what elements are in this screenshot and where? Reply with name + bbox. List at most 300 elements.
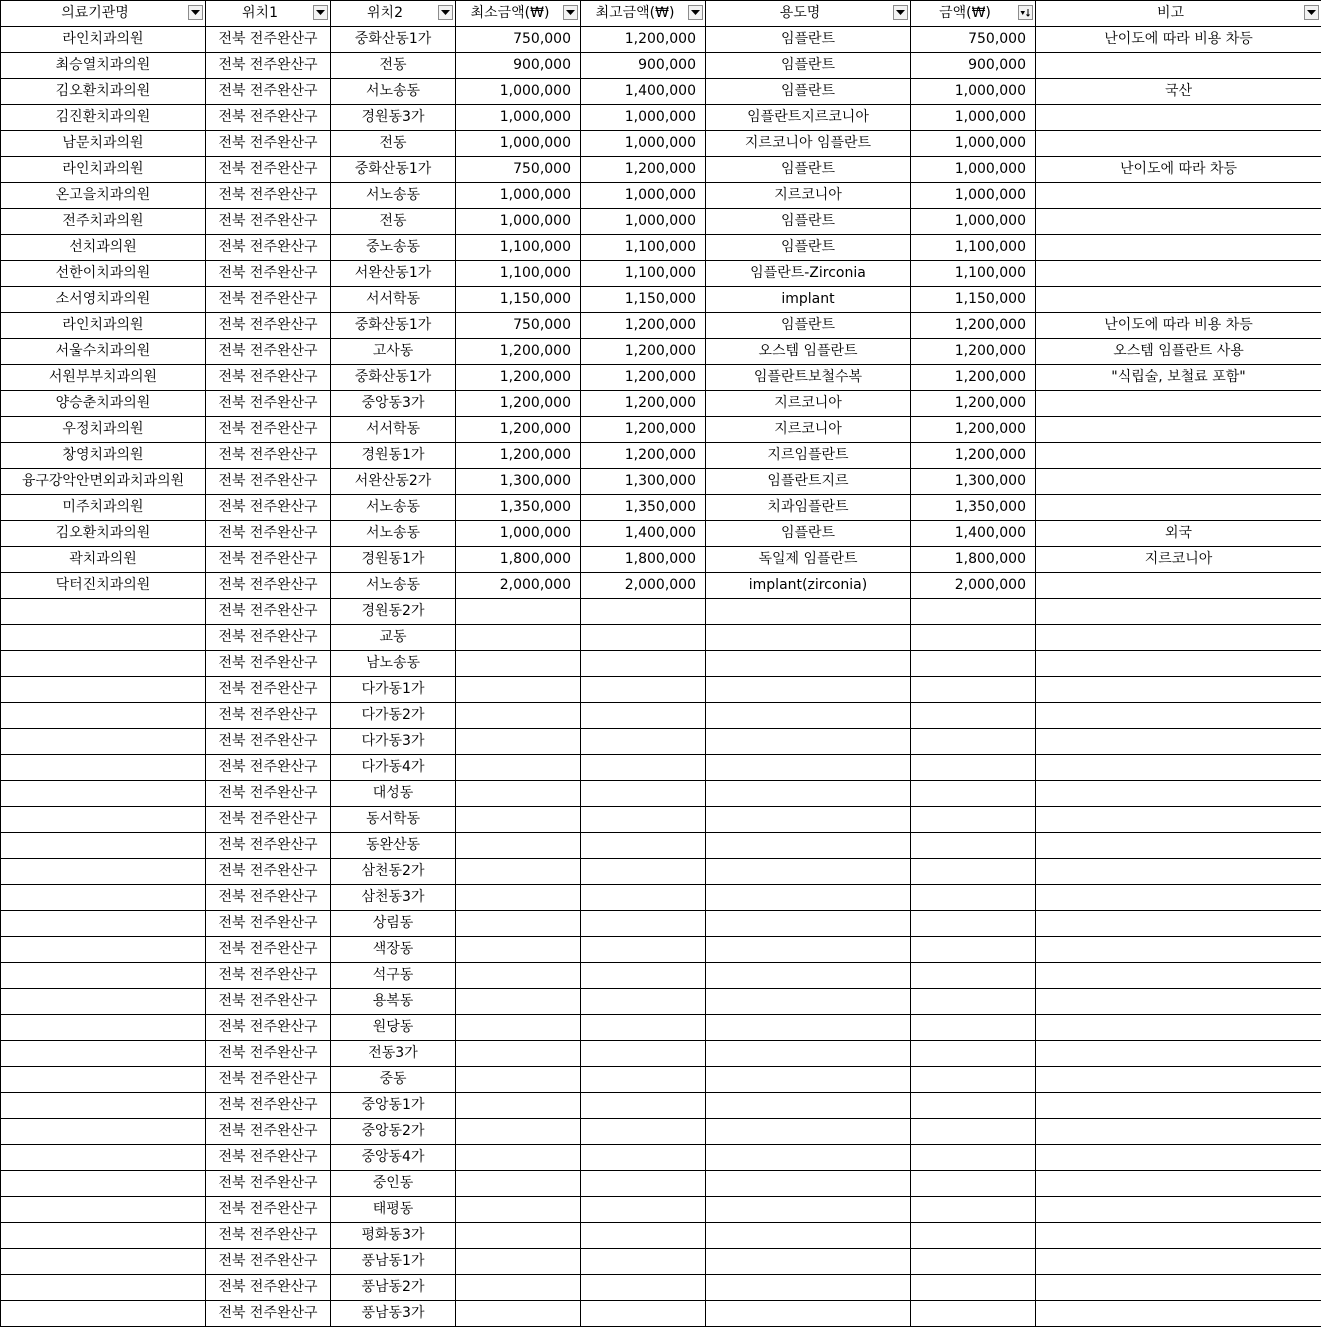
cell-location1[interactable]: 전북 전주완산구	[206, 1171, 331, 1197]
cell-min-amount[interactable]: 1,100,000	[456, 235, 581, 261]
cell-location1[interactable]: 전북 전주완산구	[206, 235, 331, 261]
cell-max-amount[interactable]	[581, 729, 706, 755]
cell-amount[interactable]: 1,300,000	[911, 469, 1036, 495]
cell-hospital-name[interactable]: 소서영치과의원	[1, 287, 206, 313]
cell-note[interactable]	[1036, 1197, 1321, 1223]
cell-max-amount[interactable]	[581, 1093, 706, 1119]
cell-location1[interactable]: 전북 전주완산구	[206, 859, 331, 885]
cell-location1[interactable]: 전북 전주완산구	[206, 521, 331, 547]
cell-amount[interactable]	[911, 1171, 1036, 1197]
cell-hospital-name[interactable]: 라인치과의원	[1, 313, 206, 339]
cell-amount[interactable]	[911, 1119, 1036, 1145]
cell-max-amount[interactable]	[581, 1249, 706, 1275]
cell-location2[interactable]: 경원동3가	[331, 105, 456, 131]
cell-location2[interactable]: 남노송동	[331, 651, 456, 677]
cell-location1[interactable]: 전북 전주완산구	[206, 131, 331, 157]
cell-hospital-name[interactable]: 미주치과의원	[1, 495, 206, 521]
cell-min-amount[interactable]: 1,300,000	[456, 469, 581, 495]
cell-location2[interactable]: 전동	[331, 53, 456, 79]
cell-location2[interactable]: 교동	[331, 625, 456, 651]
cell-location1[interactable]: 전북 전주완산구	[206, 1145, 331, 1171]
cell-hospital-name[interactable]	[1, 1041, 206, 1067]
cell-location1[interactable]: 전북 전주완산구	[206, 885, 331, 911]
cell-note[interactable]	[1036, 183, 1321, 209]
cell-amount[interactable]: 1,000,000	[911, 183, 1036, 209]
cell-location2[interactable]: 전동3가	[331, 1041, 456, 1067]
cell-max-amount[interactable]: 1,800,000	[581, 547, 706, 573]
cell-note[interactable]	[1036, 105, 1321, 131]
cell-usage[interactable]: 임플란트	[706, 313, 911, 339]
cell-min-amount[interactable]: 1,200,000	[456, 365, 581, 391]
cell-min-amount[interactable]: 1,200,000	[456, 443, 581, 469]
cell-note[interactable]: 오스템 임플란트 사용	[1036, 339, 1321, 365]
cell-hospital-name[interactable]	[1, 937, 206, 963]
cell-hospital-name[interactable]	[1, 1171, 206, 1197]
cell-usage[interactable]: 임플란트	[706, 521, 911, 547]
cell-max-amount[interactable]	[581, 1301, 706, 1327]
cell-amount[interactable]	[911, 1301, 1036, 1327]
cell-usage[interactable]	[706, 651, 911, 677]
cell-hospital-name[interactable]: 양승춘치과의원	[1, 391, 206, 417]
cell-location1[interactable]: 전북 전주완산구	[206, 989, 331, 1015]
cell-hospital-name[interactable]	[1, 1067, 206, 1093]
cell-note[interactable]	[1036, 1041, 1321, 1067]
cell-amount[interactable]	[911, 729, 1036, 755]
cell-hospital-name[interactable]	[1, 859, 206, 885]
cell-min-amount[interactable]: 1,000,000	[456, 131, 581, 157]
cell-max-amount[interactable]: 2,000,000	[581, 573, 706, 599]
cell-amount[interactable]: 2,000,000	[911, 573, 1036, 599]
cell-usage[interactable]	[706, 1015, 911, 1041]
cell-note[interactable]: 난이도에 따라 비용 차등	[1036, 27, 1321, 53]
cell-amount[interactable]	[911, 989, 1036, 1015]
cell-min-amount[interactable]: 1,200,000	[456, 417, 581, 443]
cell-note[interactable]: 난이도에 따라 차등	[1036, 157, 1321, 183]
cell-note[interactable]	[1036, 755, 1321, 781]
cell-note[interactable]	[1036, 703, 1321, 729]
cell-max-amount[interactable]: 1,200,000	[581, 391, 706, 417]
cell-note[interactable]	[1036, 807, 1321, 833]
cell-hospital-name[interactable]	[1, 1275, 206, 1301]
cell-min-amount[interactable]: 2,000,000	[456, 573, 581, 599]
cell-amount[interactable]	[911, 1093, 1036, 1119]
cell-max-amount[interactable]: 1,200,000	[581, 313, 706, 339]
cell-min-amount[interactable]	[456, 1301, 581, 1327]
cell-usage[interactable]	[706, 807, 911, 833]
cell-min-amount[interactable]	[456, 755, 581, 781]
cell-usage[interactable]: 오스템 임플란트	[706, 339, 911, 365]
cell-hospital-name[interactable]: 서원부부치과의원	[1, 365, 206, 391]
cell-note[interactable]	[1036, 53, 1321, 79]
cell-min-amount[interactable]	[456, 1223, 581, 1249]
cell-amount[interactable]: 750,000	[911, 27, 1036, 53]
cell-amount[interactable]	[911, 703, 1036, 729]
cell-location2[interactable]: 전동	[331, 209, 456, 235]
cell-hospital-name[interactable]: 전주치과의원	[1, 209, 206, 235]
cell-hospital-name[interactable]: 김진환치과의원	[1, 105, 206, 131]
cell-max-amount[interactable]	[581, 1223, 706, 1249]
cell-max-amount[interactable]	[581, 1197, 706, 1223]
cell-location2[interactable]: 중인동	[331, 1171, 456, 1197]
cell-amount[interactable]: 1,200,000	[911, 365, 1036, 391]
cell-note[interactable]	[1036, 833, 1321, 859]
filter-dropdown-icon[interactable]	[893, 5, 908, 20]
cell-max-amount[interactable]	[581, 911, 706, 937]
cell-usage[interactable]	[706, 1275, 911, 1301]
cell-location2[interactable]: 중앙동2가	[331, 1119, 456, 1145]
cell-usage[interactable]: 지르코니아	[706, 417, 911, 443]
cell-usage[interactable]	[706, 859, 911, 885]
cell-note[interactable]	[1036, 391, 1321, 417]
cell-location2[interactable]: 서완산동2가	[331, 469, 456, 495]
cell-hospital-name[interactable]	[1, 885, 206, 911]
cell-hospital-name[interactable]	[1, 625, 206, 651]
cell-max-amount[interactable]: 1,000,000	[581, 183, 706, 209]
cell-usage[interactable]	[706, 599, 911, 625]
cell-usage[interactable]: 임플란트	[706, 79, 911, 105]
cell-note[interactable]	[1036, 235, 1321, 261]
cell-location1[interactable]: 전북 전주완산구	[206, 1249, 331, 1275]
cell-note[interactable]	[1036, 1171, 1321, 1197]
cell-note[interactable]	[1036, 261, 1321, 287]
cell-usage[interactable]	[706, 1223, 911, 1249]
filter-dropdown-icon[interactable]	[313, 5, 328, 20]
cell-note[interactable]	[1036, 599, 1321, 625]
cell-note[interactable]	[1036, 1275, 1321, 1301]
cell-hospital-name[interactable]: 라인치과의원	[1, 27, 206, 53]
cell-usage[interactable]: 임플란트보철수복	[706, 365, 911, 391]
cell-max-amount[interactable]	[581, 885, 706, 911]
cell-location1[interactable]: 전북 전주완산구	[206, 365, 331, 391]
cell-usage[interactable]	[706, 625, 911, 651]
cell-hospital-name[interactable]	[1, 1015, 206, 1041]
cell-usage[interactable]: 지르코니아	[706, 391, 911, 417]
cell-min-amount[interactable]	[456, 1015, 581, 1041]
cell-max-amount[interactable]	[581, 1275, 706, 1301]
cell-note[interactable]	[1036, 625, 1321, 651]
cell-amount[interactable]: 1,150,000	[911, 287, 1036, 313]
cell-amount[interactable]	[911, 599, 1036, 625]
cell-min-amount[interactable]: 1,150,000	[456, 287, 581, 313]
cell-max-amount[interactable]	[581, 1015, 706, 1041]
cell-location2[interactable]: 서노송동	[331, 183, 456, 209]
cell-usage[interactable]: 임플란트지르	[706, 469, 911, 495]
cell-location2[interactable]: 풍남동1가	[331, 1249, 456, 1275]
cell-min-amount[interactable]: 1,000,000	[456, 521, 581, 547]
cell-note[interactable]	[1036, 573, 1321, 599]
cell-location2[interactable]: 서노송동	[331, 521, 456, 547]
cell-location2[interactable]: 다가동4가	[331, 755, 456, 781]
cell-hospital-name[interactable]	[1, 677, 206, 703]
filter-dropdown-icon[interactable]	[563, 5, 578, 20]
cell-hospital-name[interactable]: 선한이치과의원	[1, 261, 206, 287]
cell-max-amount[interactable]	[581, 625, 706, 651]
cell-usage[interactable]: 임플란트	[706, 27, 911, 53]
cell-max-amount[interactable]	[581, 755, 706, 781]
cell-note[interactable]	[1036, 989, 1321, 1015]
cell-max-amount[interactable]	[581, 1145, 706, 1171]
cell-location1[interactable]: 전북 전주완산구	[206, 417, 331, 443]
cell-location1[interactable]: 전북 전주완산구	[206, 495, 331, 521]
cell-usage[interactable]: 치과임플란트	[706, 495, 911, 521]
cell-amount[interactable]	[911, 677, 1036, 703]
cell-min-amount[interactable]: 1,350,000	[456, 495, 581, 521]
cell-note[interactable]	[1036, 287, 1321, 313]
cell-note[interactable]	[1036, 1119, 1321, 1145]
cell-max-amount[interactable]: 1,200,000	[581, 365, 706, 391]
cell-note[interactable]: 난이도에 따라 비용 차등	[1036, 313, 1321, 339]
cell-hospital-name[interactable]	[1, 729, 206, 755]
cell-max-amount[interactable]	[581, 651, 706, 677]
cell-usage[interactable]	[706, 937, 911, 963]
cell-min-amount[interactable]	[456, 703, 581, 729]
cell-location2[interactable]: 풍남동3가	[331, 1301, 456, 1327]
cell-note[interactable]	[1036, 859, 1321, 885]
cell-note[interactable]	[1036, 911, 1321, 937]
cell-amount[interactable]	[911, 963, 1036, 989]
cell-min-amount[interactable]: 750,000	[456, 313, 581, 339]
cell-location2[interactable]: 중화산동1가	[331, 313, 456, 339]
cell-hospital-name[interactable]	[1, 599, 206, 625]
cell-usage[interactable]	[706, 1119, 911, 1145]
cell-location1[interactable]: 전북 전주완산구	[206, 1067, 331, 1093]
cell-location1[interactable]: 전북 전주완산구	[206, 1301, 331, 1327]
cell-location2[interactable]: 색장동	[331, 937, 456, 963]
cell-max-amount[interactable]: 1,000,000	[581, 105, 706, 131]
cell-location1[interactable]: 전북 전주완산구	[206, 183, 331, 209]
cell-usage[interactable]: 임플란트	[706, 209, 911, 235]
cell-amount[interactable]	[911, 937, 1036, 963]
cell-amount[interactable]	[911, 859, 1036, 885]
cell-amount[interactable]	[911, 625, 1036, 651]
cell-location1[interactable]: 전북 전주완산구	[206, 599, 331, 625]
cell-max-amount[interactable]: 1,150,000	[581, 287, 706, 313]
cell-hospital-name[interactable]	[1, 1119, 206, 1145]
cell-min-amount[interactable]	[456, 1275, 581, 1301]
cell-min-amount[interactable]	[456, 1067, 581, 1093]
cell-location2[interactable]: 서서학동	[331, 417, 456, 443]
cell-note[interactable]	[1036, 443, 1321, 469]
cell-min-amount[interactable]: 750,000	[456, 27, 581, 53]
cell-min-amount[interactable]	[456, 1093, 581, 1119]
cell-location1[interactable]: 전북 전주완산구	[206, 677, 331, 703]
cell-min-amount[interactable]	[456, 989, 581, 1015]
cell-min-amount[interactable]	[456, 1249, 581, 1275]
cell-location1[interactable]: 전북 전주완산구	[206, 209, 331, 235]
cell-amount[interactable]: 1,200,000	[911, 443, 1036, 469]
cell-usage[interactable]	[706, 1145, 911, 1171]
cell-location1[interactable]: 전북 전주완산구	[206, 937, 331, 963]
cell-hospital-name[interactable]: 우정치과의원	[1, 417, 206, 443]
cell-location2[interactable]: 서노송동	[331, 573, 456, 599]
cell-note[interactable]	[1036, 677, 1321, 703]
cell-max-amount[interactable]	[581, 599, 706, 625]
cell-hospital-name[interactable]	[1, 1093, 206, 1119]
cell-usage[interactable]	[706, 1041, 911, 1067]
cell-note[interactable]	[1036, 781, 1321, 807]
cell-usage[interactable]	[706, 1301, 911, 1327]
filter-dropdown-icon[interactable]	[188, 5, 203, 20]
cell-min-amount[interactable]	[456, 833, 581, 859]
cell-amount[interactable]: 1,000,000	[911, 209, 1036, 235]
cell-hospital-name[interactable]	[1, 781, 206, 807]
cell-location1[interactable]: 전북 전주완산구	[206, 1197, 331, 1223]
cell-amount[interactable]	[911, 885, 1036, 911]
cell-location2[interactable]: 풍남동2가	[331, 1275, 456, 1301]
cell-min-amount[interactable]: 1,200,000	[456, 391, 581, 417]
cell-location2[interactable]: 서완산동1가	[331, 261, 456, 287]
cell-location1[interactable]: 전북 전주완산구	[206, 573, 331, 599]
cell-location1[interactable]: 전북 전주완산구	[206, 833, 331, 859]
cell-note[interactable]	[1036, 1145, 1321, 1171]
cell-hospital-name[interactable]: 김오환치과의원	[1, 79, 206, 105]
cell-location1[interactable]: 전북 전주완산구	[206, 27, 331, 53]
filter-dropdown-icon[interactable]	[438, 5, 453, 20]
cell-usage[interactable]: 임플란트	[706, 53, 911, 79]
cell-min-amount[interactable]	[456, 677, 581, 703]
cell-location2[interactable]: 서노송동	[331, 495, 456, 521]
cell-max-amount[interactable]	[581, 1041, 706, 1067]
cell-min-amount[interactable]: 1,000,000	[456, 79, 581, 105]
cell-min-amount[interactable]: 1,800,000	[456, 547, 581, 573]
cell-usage[interactable]	[706, 833, 911, 859]
cell-location2[interactable]: 삼천동3가	[331, 885, 456, 911]
sort-ascending-filter-icon[interactable]	[1018, 5, 1033, 20]
cell-min-amount[interactable]	[456, 859, 581, 885]
cell-location2[interactable]: 대성동	[331, 781, 456, 807]
cell-hospital-name[interactable]: 서울수치과의원	[1, 339, 206, 365]
cell-location2[interactable]: 석구동	[331, 963, 456, 989]
cell-note[interactable]: "식립술, 보철료 포함"	[1036, 365, 1321, 391]
cell-hospital-name[interactable]	[1, 1249, 206, 1275]
cell-hospital-name[interactable]	[1, 1197, 206, 1223]
cell-min-amount[interactable]: 1,200,000	[456, 339, 581, 365]
cell-min-amount[interactable]	[456, 651, 581, 677]
cell-min-amount[interactable]	[456, 1171, 581, 1197]
cell-location2[interactable]: 중앙동4가	[331, 1145, 456, 1171]
cell-location2[interactable]: 동완산동	[331, 833, 456, 859]
cell-note[interactable]	[1036, 495, 1321, 521]
cell-location1[interactable]: 전북 전주완산구	[206, 1223, 331, 1249]
cell-min-amount[interactable]	[456, 1119, 581, 1145]
cell-usage[interactable]	[706, 1249, 911, 1275]
cell-max-amount[interactable]	[581, 1067, 706, 1093]
cell-usage[interactable]	[706, 989, 911, 1015]
cell-location1[interactable]: 전북 전주완산구	[206, 1275, 331, 1301]
cell-note[interactable]	[1036, 1301, 1321, 1327]
cell-location2[interactable]: 경원동1가	[331, 443, 456, 469]
cell-max-amount[interactable]: 1,000,000	[581, 209, 706, 235]
cell-note[interactable]	[1036, 469, 1321, 495]
cell-location2[interactable]: 중앙동1가	[331, 1093, 456, 1119]
cell-hospital-name[interactable]	[1, 755, 206, 781]
cell-location2[interactable]: 삼천동2가	[331, 859, 456, 885]
cell-usage[interactable]: 임플란트	[706, 235, 911, 261]
cell-min-amount[interactable]: 1,000,000	[456, 105, 581, 131]
cell-min-amount[interactable]: 1,100,000	[456, 261, 581, 287]
cell-amount[interactable]	[911, 833, 1036, 859]
cell-location2[interactable]: 중화산동1가	[331, 27, 456, 53]
cell-min-amount[interactable]	[456, 1145, 581, 1171]
cell-max-amount[interactable]: 1,200,000	[581, 27, 706, 53]
cell-min-amount[interactable]	[456, 911, 581, 937]
cell-note[interactable]	[1036, 1249, 1321, 1275]
cell-note[interactable]	[1036, 131, 1321, 157]
cell-location1[interactable]: 전북 전주완산구	[206, 443, 331, 469]
cell-min-amount[interactable]	[456, 885, 581, 911]
cell-usage[interactable]	[706, 963, 911, 989]
cell-location1[interactable]: 전북 전주완산구	[206, 53, 331, 79]
cell-location2[interactable]: 경원동1가	[331, 547, 456, 573]
cell-location1[interactable]: 전북 전주완산구	[206, 313, 331, 339]
cell-amount[interactable]	[911, 1223, 1036, 1249]
cell-amount[interactable]: 1,400,000	[911, 521, 1036, 547]
cell-usage[interactable]	[706, 911, 911, 937]
cell-location1[interactable]: 전북 전주완산구	[206, 287, 331, 313]
cell-amount[interactable]: 1,100,000	[911, 235, 1036, 261]
cell-note[interactable]	[1036, 417, 1321, 443]
cell-max-amount[interactable]: 1,200,000	[581, 339, 706, 365]
cell-location1[interactable]: 전북 전주완산구	[206, 807, 331, 833]
cell-location2[interactable]: 태평동	[331, 1197, 456, 1223]
cell-usage[interactable]: 지르코니아	[706, 183, 911, 209]
cell-min-amount[interactable]	[456, 937, 581, 963]
cell-location1[interactable]: 전북 전주완산구	[206, 729, 331, 755]
cell-hospital-name[interactable]	[1, 833, 206, 859]
cell-location1[interactable]: 전북 전주완산구	[206, 1093, 331, 1119]
cell-note[interactable]	[1036, 1223, 1321, 1249]
cell-usage[interactable]: 임플란트	[706, 157, 911, 183]
cell-amount[interactable]	[911, 755, 1036, 781]
cell-amount[interactable]	[911, 781, 1036, 807]
cell-hospital-name[interactable]	[1, 1223, 206, 1249]
cell-amount[interactable]: 1,000,000	[911, 79, 1036, 105]
cell-min-amount[interactable]	[456, 1041, 581, 1067]
cell-min-amount[interactable]	[456, 781, 581, 807]
cell-max-amount[interactable]	[581, 963, 706, 989]
cell-note[interactable]: 지르코니아	[1036, 547, 1321, 573]
cell-hospital-name[interactable]: 온고을치과의원	[1, 183, 206, 209]
cell-hospital-name[interactable]: 선치과의원	[1, 235, 206, 261]
cell-note[interactable]	[1036, 209, 1321, 235]
cell-max-amount[interactable]: 1,400,000	[581, 79, 706, 105]
cell-usage[interactable]	[706, 729, 911, 755]
cell-amount[interactable]	[911, 1145, 1036, 1171]
cell-hospital-name[interactable]	[1, 1145, 206, 1171]
cell-location1[interactable]: 전북 전주완산구	[206, 651, 331, 677]
cell-hospital-name[interactable]: 최승열치과의원	[1, 53, 206, 79]
cell-max-amount[interactable]: 1,000,000	[581, 131, 706, 157]
cell-max-amount[interactable]	[581, 677, 706, 703]
cell-location1[interactable]: 전북 전주완산구	[206, 1041, 331, 1067]
cell-usage[interactable]	[706, 1067, 911, 1093]
cell-usage[interactable]	[706, 1171, 911, 1197]
cell-location1[interactable]: 전북 전주완산구	[206, 703, 331, 729]
cell-location1[interactable]: 전북 전주완산구	[206, 391, 331, 417]
cell-location1[interactable]: 전북 전주완산구	[206, 1119, 331, 1145]
cell-amount[interactable]	[911, 1275, 1036, 1301]
cell-amount[interactable]	[911, 1197, 1036, 1223]
cell-amount[interactable]	[911, 911, 1036, 937]
cell-usage[interactable]: 임플란트지르코니아	[706, 105, 911, 131]
cell-note[interactable]	[1036, 651, 1321, 677]
cell-location2[interactable]: 서서학동	[331, 287, 456, 313]
cell-note[interactable]	[1036, 963, 1321, 989]
cell-max-amount[interactable]: 1,200,000	[581, 157, 706, 183]
cell-amount[interactable]	[911, 807, 1036, 833]
cell-max-amount[interactable]	[581, 989, 706, 1015]
cell-min-amount[interactable]	[456, 729, 581, 755]
